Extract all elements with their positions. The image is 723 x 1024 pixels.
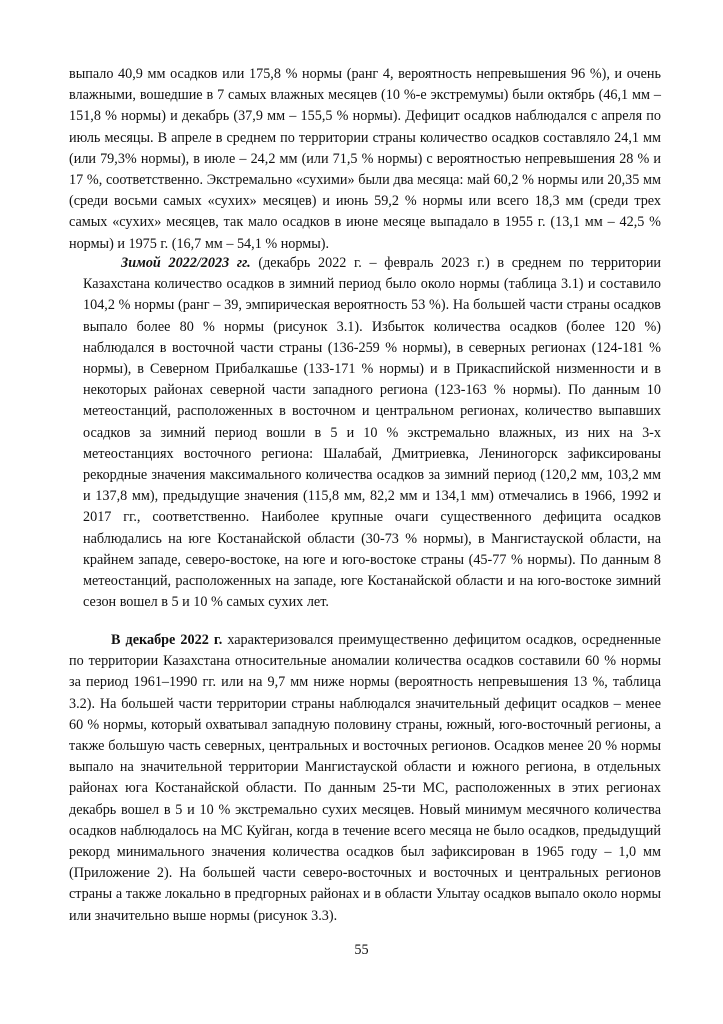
paragraph-text: (декабрь 2022 г. – февраль 2023 г.) в среднем по территории Казахстана количество осадков в зимний период было около нормы (таблица 3.1) и составило 104,2 % нормы (ранг – 39, эмпирическая вероятность 53 %). На большей части страны осадков выпало более 80 % нормы (рисунок 3.1). Избыток количества осадков (более 120 %) наблюдался в восточной части страны (136-259 % нормы), в северных регионах (124-181 % нормы), в Северном Прибалкашье (133-171 % нормы) и в Прикаспийской низменности и в некоторых районах северной части западного региона (123-163 % нормы). По данным 10 метеостанций, расположенных в восточном и центральном регионах, количество выпавших осадков за зимний период вошли в 5 и 10 % экстремально влажных, из них на 3-х метеостанциях восточного региона: Шалабай, Дмитриевка, Лениногорск зафиксированы рекордные значения максимального количества осадков за зимний период (120,2 мм, 103,2 мм и 137,8 мм), предыдущие значения (115,8 мм, 82,2 мм и 134,1 мм) отмечались в 1966, 1992 и 2017 гг., соответственно. Наиболее крупные очаги существенного дефицита осадков наблюдались на юге Костанайской области (30-73 % нормы), в Мангистауской области, на крайнем западе, северо-востоке, на юге и юго-востоке страны (45-77 % нормы). По данным 8 метеостанций, расположенных на западе, юге Костанайской области и на юго-востоке зимний сезон вошел в 5 и 10 % самых сухих лет. xyxy=(83,255,662,611)
paragraph-winter-2022-2023 xyxy=(83,253,661,613)
page-number: 55 xyxy=(354,942,369,958)
paragraph-annual-precipitation xyxy=(69,64,661,255)
paragraph-lead-heading: В декабре 2022 г. xyxy=(111,632,223,648)
paragraph-lead-heading: Зимой 2022/2023 гг. xyxy=(121,255,251,271)
paragraph-december-2022 xyxy=(69,630,661,927)
paragraph-text: характеризовался преимущественно дефицитом осадков, осредненные по территории Казахстана относительные аномалии количества осадков составили 60 % нормы за период 1961–1990 гг. или на 9,7 мм ниже нормы (вероятность непревышения 13 %, таблица 3.2). На большей части территории страны наблюдался значительный дефицит осадков – менее 60 % нормы, который охватывал западную половину страны, южный, юго-восточный регионы, а также большую часть северных, центральных и восточных регионов. Осадков менее 20 % нормы выпало на значительной территории Мангистауской области и южного региона, в отдельных районах юга Костанайской области. По данным 25-ти МС, расположенных в этих регионах декабрь вошел в 5 и 10 % экстремально сухих месяцев. Новый минимум месячного количества осадков наблюдалось на МС Куйган, когда в течение всего месяца не было осадков, предыдущий рекорд минимального значения количества осадков был зафиксирован в 1965 году – 1,0 мм (Приложение 2). На большей части северо-восточных и восточных и центральных регионов страны а также локально в предгорных районах и в области Улытау осадков выпало около нормы или значительно выше нормы (рисунок 3.3). xyxy=(69,632,661,924)
paragraph-text: выпало 40,9 мм осадков или 175,8 % нормы (ранг 4, вероятность непревышения 96 %), и очень влажными, вошедшие в 7 самых влажных месяцев (10 %-е экстремумы) были октябрь (46,1 мм – 151,8 % нормы) и декабрь (37,9 мм – 155,5 % нормы). Дефицит осадков наблюдался с апреля по июль месяцы. В апреле в среднем по территории страны количество осадков составляло 24,1 мм (или 79,3% нормы), в июле – 24,2 мм (или 71,5 % нормы) с вероятностью непревышения 28 % и 17 %, соответственно. Экстремально «сухими» были два месяца: май 60,2 % нормы или 20,35 мм (среди восьми самых «сухих» месяцев) и июнь 59,2 % нормы или всего 18,3 мм (среди трех самых «сухих» месяцев, так мало осадков в июне месяце выпадало в 1955 г. (13,1 мм – 42,5 % нормы) и 1975 г. (16,7 мм – 54,1 % нормы). xyxy=(69,66,661,252)
